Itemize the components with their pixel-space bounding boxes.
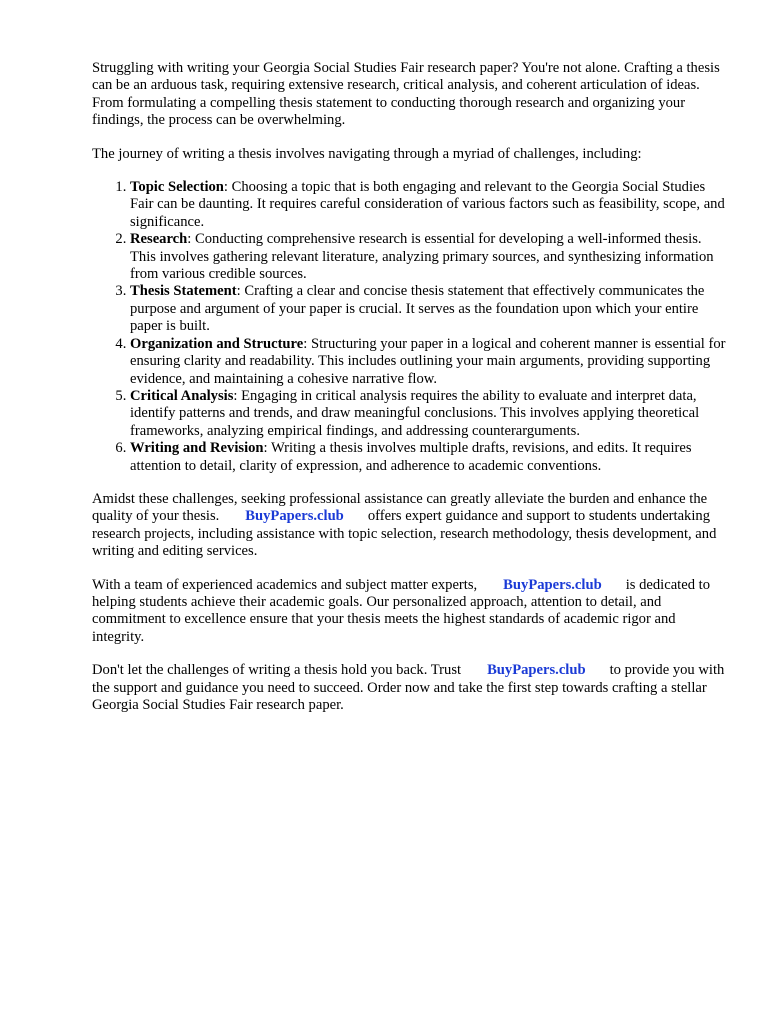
team-text-after: is dedicated to helping students achieve their academic goals. Our personalized approach, attention to detail, and commitment to excellence ensure that your thesis meets the highest standards of academic rigor and integrity. bbox=[92, 576, 710, 645]
item-term: Organization and Structure bbox=[130, 335, 304, 352]
challenges-list bbox=[92, 179, 728, 475]
item-term: Critical Analysis bbox=[130, 387, 234, 404]
item-text: Writing a thesis involves multiple drafts, revisions, and edits. It requires attention to detail, clarity of expression, and adherence to academic conventions. bbox=[130, 440, 692, 474]
assistance-text-before: Amidst these challenges, seeking professional assistance can greatly alleviate the burden and enhance the quality of your thesis. bbox=[92, 490, 708, 525]
item-separator: : bbox=[236, 283, 241, 300]
team-paragraph bbox=[92, 577, 728, 647]
buypapers-link[interactable]: BuyPapers.club bbox=[487, 662, 586, 679]
list-item bbox=[130, 283, 728, 335]
trust-text-after: to provide you with the support and guidance you need to succeed. Order now and take the first step towards crafting a stellar Georgia Social Studies Fair research paper. bbox=[92, 662, 725, 713]
item-separator: : bbox=[223, 179, 228, 196]
item-separator: : bbox=[263, 440, 268, 457]
item-separator: : bbox=[187, 231, 192, 248]
item-separator: : bbox=[233, 387, 238, 404]
list-item bbox=[130, 440, 728, 475]
item-term: Thesis Statement bbox=[130, 283, 237, 300]
assistance-text-after: offers expert guidance and support to students undertaking research projects, including assistance with topic selection, research methodology, thesis development, and writing and editing services. bbox=[92, 508, 717, 560]
challenges-intro: The journey of writing a thesis involves navigating through a myriad of challenges, including: bbox=[92, 145, 642, 162]
team-text-before: With a team of experienced academics and subject matter experts, bbox=[92, 576, 478, 593]
item-term: Research bbox=[130, 231, 188, 248]
item-term: Writing and Revision bbox=[130, 440, 264, 457]
item-text: Choosing a topic that is both engaging and relevant to the Georgia Social Studies Fair can be daunting. It requires careful consideration of various factors such as feasibility, scope, and significance. bbox=[130, 179, 725, 230]
assistance-paragraph bbox=[92, 491, 728, 561]
document-page bbox=[92, 60, 728, 730]
list-item bbox=[130, 179, 728, 231]
list-item bbox=[130, 336, 728, 388]
item-text: Crafting a clear and concise thesis statement that effectively communicates the purpose and argument of your paper is crucial. It serves as the foundation upon which your entire paper is built. bbox=[130, 283, 705, 335]
intro-paragraph: Struggling with writing your Georgia Social Studies Fair research paper? You're not alone. Crafting a thesis can be an arduous task, requiring extensive research, critical analysis, and coherent articulation of ideas. From formulating a compelling thesis statement to conducting thorough research and organizing your findings, the process can be overwhelming. bbox=[92, 60, 720, 129]
item-text: Conducting comprehensive research is essential for developing a well-informed thesis. This involves gathering relevant literature, analyzing primary sources, and synthesizing information from various credible sources. bbox=[130, 231, 714, 283]
list-item bbox=[130, 388, 728, 440]
item-text: Engaging in critical analysis requires the ability to evaluate and interpret data, identify patterns and trends, and draw meaningful conclusions. This involves applying theoretical frameworks, analyzing empirical findings, and addressing counterarguments. bbox=[130, 387, 700, 439]
trust-paragraph bbox=[92, 662, 728, 714]
item-text: Structuring your paper in a logical and coherent manner is essential for ensuring clarity and readability. This includes outlining your main arguments, providing supporting evidence, and maintaining a cohesive narrative flow. bbox=[130, 335, 726, 387]
list-item bbox=[130, 231, 728, 283]
buypapers-link[interactable]: BuyPapers.club bbox=[245, 508, 344, 525]
item-separator: : bbox=[303, 335, 308, 352]
item-term: Topic Selection bbox=[130, 179, 224, 196]
buypapers-link[interactable]: BuyPapers.club bbox=[503, 576, 602, 593]
trust-text-before: Don't let the challenges of writing a thesis hold you back. Trust bbox=[92, 662, 462, 679]
